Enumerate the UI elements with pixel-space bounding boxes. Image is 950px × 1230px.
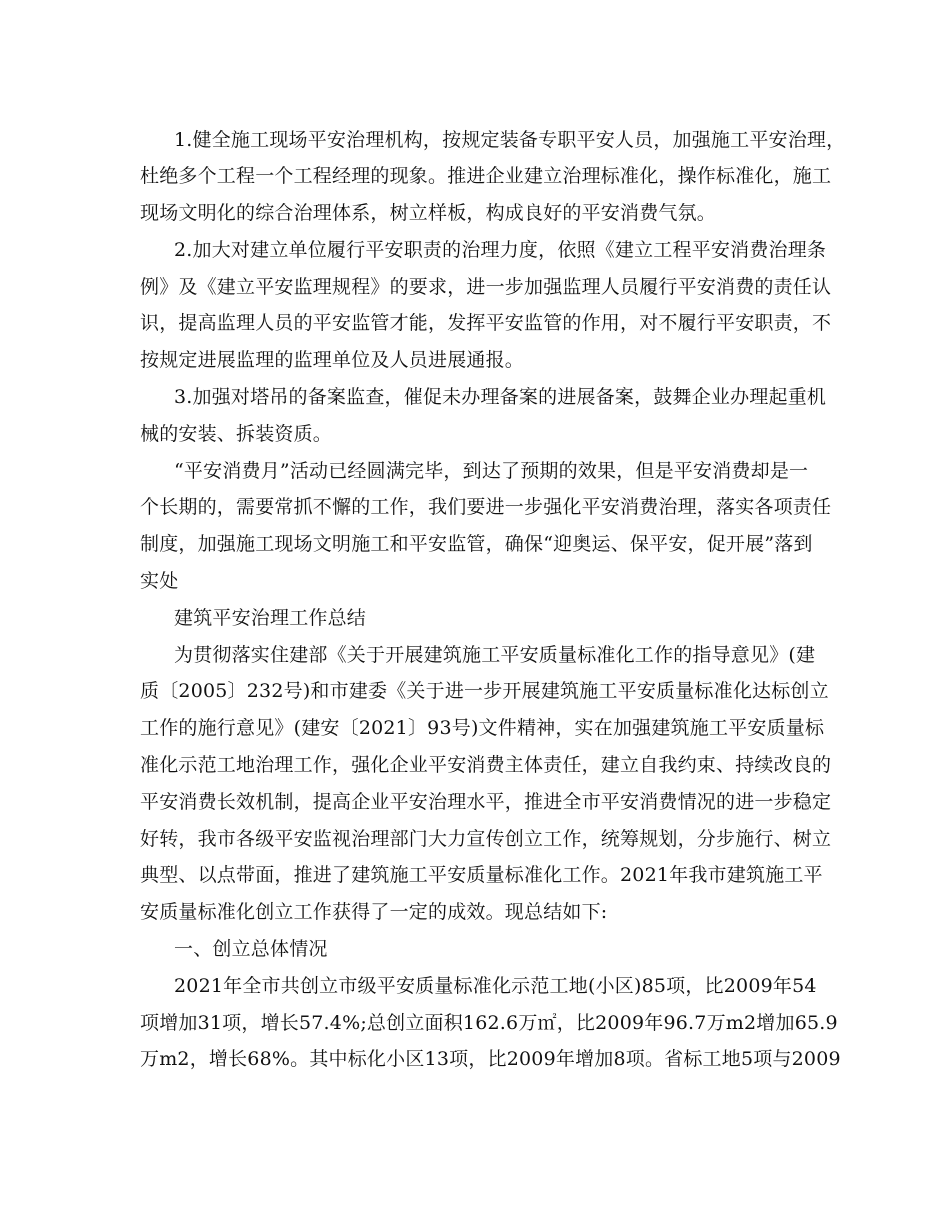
text-line: 工作的施行意见》(建安〔2021〕93号)文件精神，实在加强建筑施工平安质量标 [140, 717, 825, 739]
text-line: 为贯彻落实住建部《关于开展建筑施工平安质量标准化工作的指导意见》(建 [174, 644, 816, 666]
text-line: 1.健全施工现场平安治理机构，按规定装备专职平安人员，加强施工平安治理， [174, 129, 846, 151]
text-line: “平安消费月”活动已经圆满完毕，到达了预期的效果，但是平安消费却是一 [174, 460, 809, 482]
text-line: 实处 [140, 570, 179, 592]
text-line: 现场文明化的综合治理体系，树立样板，构成良好的平安消费气氛。 [140, 202, 717, 224]
section-heading: 建筑平安治理工作总结 [174, 607, 367, 629]
text-line: 3.加强对塔吊的备案监查，催促未办理备案的进展备案，鼓舞企业办理起重机 [174, 386, 827, 408]
text-line: 好转，我市各级平安监视治理部门大力宣传创立工作，统筹规划，分步施行、树立 [140, 828, 832, 850]
text-line: 制度，加强施工现场文明施工和平安监管，确保“迎奥运、保平安，促开展”落到 [140, 533, 813, 555]
text-line: 按规定进展监理的监理单位及人员进展通报。 [140, 349, 525, 371]
text-line: 个长期的，需要常抓不懈的工作，我们要进一步强化平安消费治理，落实各项责任 [140, 496, 832, 518]
section-heading: 一、创立总体情况 [174, 938, 328, 960]
text-line: 杜绝多个工程一个工程经理的现象。推进企业建立治理标准化，操作标准化，施工 [140, 165, 832, 187]
text-line: 项增加31项，增长57.4%;总创立面积162.6万㎡，比2009年96.7万m2增加65.9 [140, 1012, 838, 1034]
text-line: 例》及《建立平安监理规程》的要求，进一步加强监理人员履行平安消费的责任认 [140, 276, 832, 298]
text-line: 2021年全市共创立市级平安质量标准化示范工地(小区)85项，比2009年54 [174, 975, 817, 997]
text-line: 万m2，增长68%。其中标化小区13项，比2009年增加8项。省标工地5项与2009 [140, 1048, 841, 1070]
text-line: 2.加大对建立单位履行平安职责的治理力度，依照《建立工程平安消费治理条 [174, 239, 827, 261]
text-line: 安质量标准化创立工作获得了一定的成效。现总结如下: [140, 901, 608, 923]
text-line: 识，提高监理人员的平安监管才能，发挥平安监管的作用，对不履行平安职责，不 [140, 312, 832, 334]
text-line: 平安消费长效机制，提高企业平安治理水平，推进全市平安消费情况的进一步稳定 [140, 791, 832, 813]
text-line: 准化示范工地治理工作，强化企业平安消费主体责任，建立自我约束、持续改良的 [140, 754, 832, 776]
text-line: 典型、以点带面，推进了建筑施工平安质量标准化工作。2021年我市建筑施工平 [140, 864, 823, 886]
text-line: 械的安装、拆装资质。 [140, 423, 333, 445]
text-line: 质〔2005〕232号)和市建委《关于进一步开展建筑施工平安质量标准化达标创立 [140, 680, 829, 702]
